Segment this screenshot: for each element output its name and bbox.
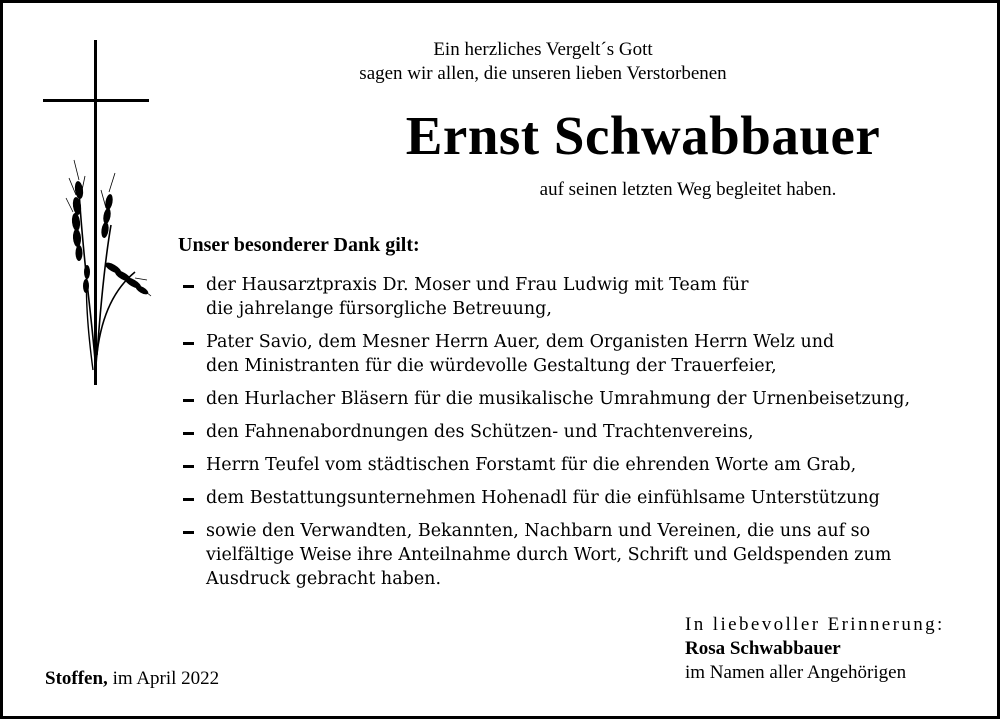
- intro-line-2: sagen wir allen, die unseren lieben Verstorbenen: [359, 63, 727, 84]
- thanks-item-line: Ausdruck gebracht haben.: [206, 569, 442, 589]
- dash-bullet: [183, 498, 194, 501]
- place-date: [45, 667, 219, 691]
- thanks-item: [180, 330, 980, 378]
- thanks-item-line: Herrn Teufel vom städtischen Forstamt für die ehrenden Worte am Grab,: [206, 455, 857, 475]
- deceased-name: Ernst Schwabbauer: [405, 105, 881, 166]
- signer-name: Rosa Schwabbauer: [685, 638, 841, 659]
- cross-with-wheat-icon: [43, 40, 153, 385]
- thanks-item-line: vielfältige Weise ihre Anteilnahme durch Wort, Schrift und Geldspenden zum: [206, 545, 892, 565]
- thanks-item-line: die jahrelange fürsorgliche Betreuung,: [206, 299, 552, 319]
- closing-block: [685, 613, 945, 685]
- intro-line-1: Ein herzliches Vergelt´s Gott: [433, 39, 653, 60]
- thanks-item: [180, 453, 980, 477]
- on-behalf-line: im Namen aller Angehörigen: [685, 662, 907, 683]
- thanks-item-line: den Ministranten für die würdevolle Gestaltung der Trauerfeier,: [206, 356, 777, 376]
- thanks-item: [180, 273, 980, 321]
- dash-bullet: [183, 432, 194, 435]
- thanks-item-line: dem Bestattungsunternehmen Hohenadl für die einfühlsame Unterstützung: [206, 488, 880, 508]
- thanks-item: [180, 387, 980, 411]
- thanks-item: [180, 420, 980, 444]
- thanks-item-line: der Hausarztpraxis Dr. Moser und Frau Ludwig mit Team für: [206, 275, 749, 295]
- thanks-heading: Unser besonderer Dank gilt:: [178, 234, 420, 256]
- thanks-item: [180, 486, 980, 510]
- thanks-item-line: sowie den Verwandten, Bekannten, Nachbarn und Vereinen, die uns auf so: [206, 521, 871, 541]
- dash-bullet: [183, 465, 194, 468]
- place-name: Stoffen,: [45, 668, 108, 689]
- dash-bullet: [183, 285, 194, 288]
- date-text: im April 2022: [112, 668, 220, 689]
- closing-lead: In liebevoller Erinnerung:: [685, 614, 945, 635]
- dash-bullet: [183, 342, 194, 345]
- thanks-item-line: den Fahnenabordnungen des Schützen- und Trachtenvereins,: [206, 422, 754, 442]
- after-name-line: auf seinen letzten Weg begleitet haben.: [539, 179, 837, 200]
- dash-bullet: [183, 399, 194, 402]
- dash-bullet: [183, 531, 194, 534]
- thanks-list: [180, 273, 980, 600]
- thanks-item-line: Pater Savio, dem Mesner Herrn Auer, dem Organisten Herrn Welz und: [206, 332, 835, 352]
- thanks-item: [180, 519, 980, 591]
- thanks-item-line: den Hurlacher Bläsern für die musikalische Umrahmung der Urnenbeisetzung,: [206, 389, 911, 409]
